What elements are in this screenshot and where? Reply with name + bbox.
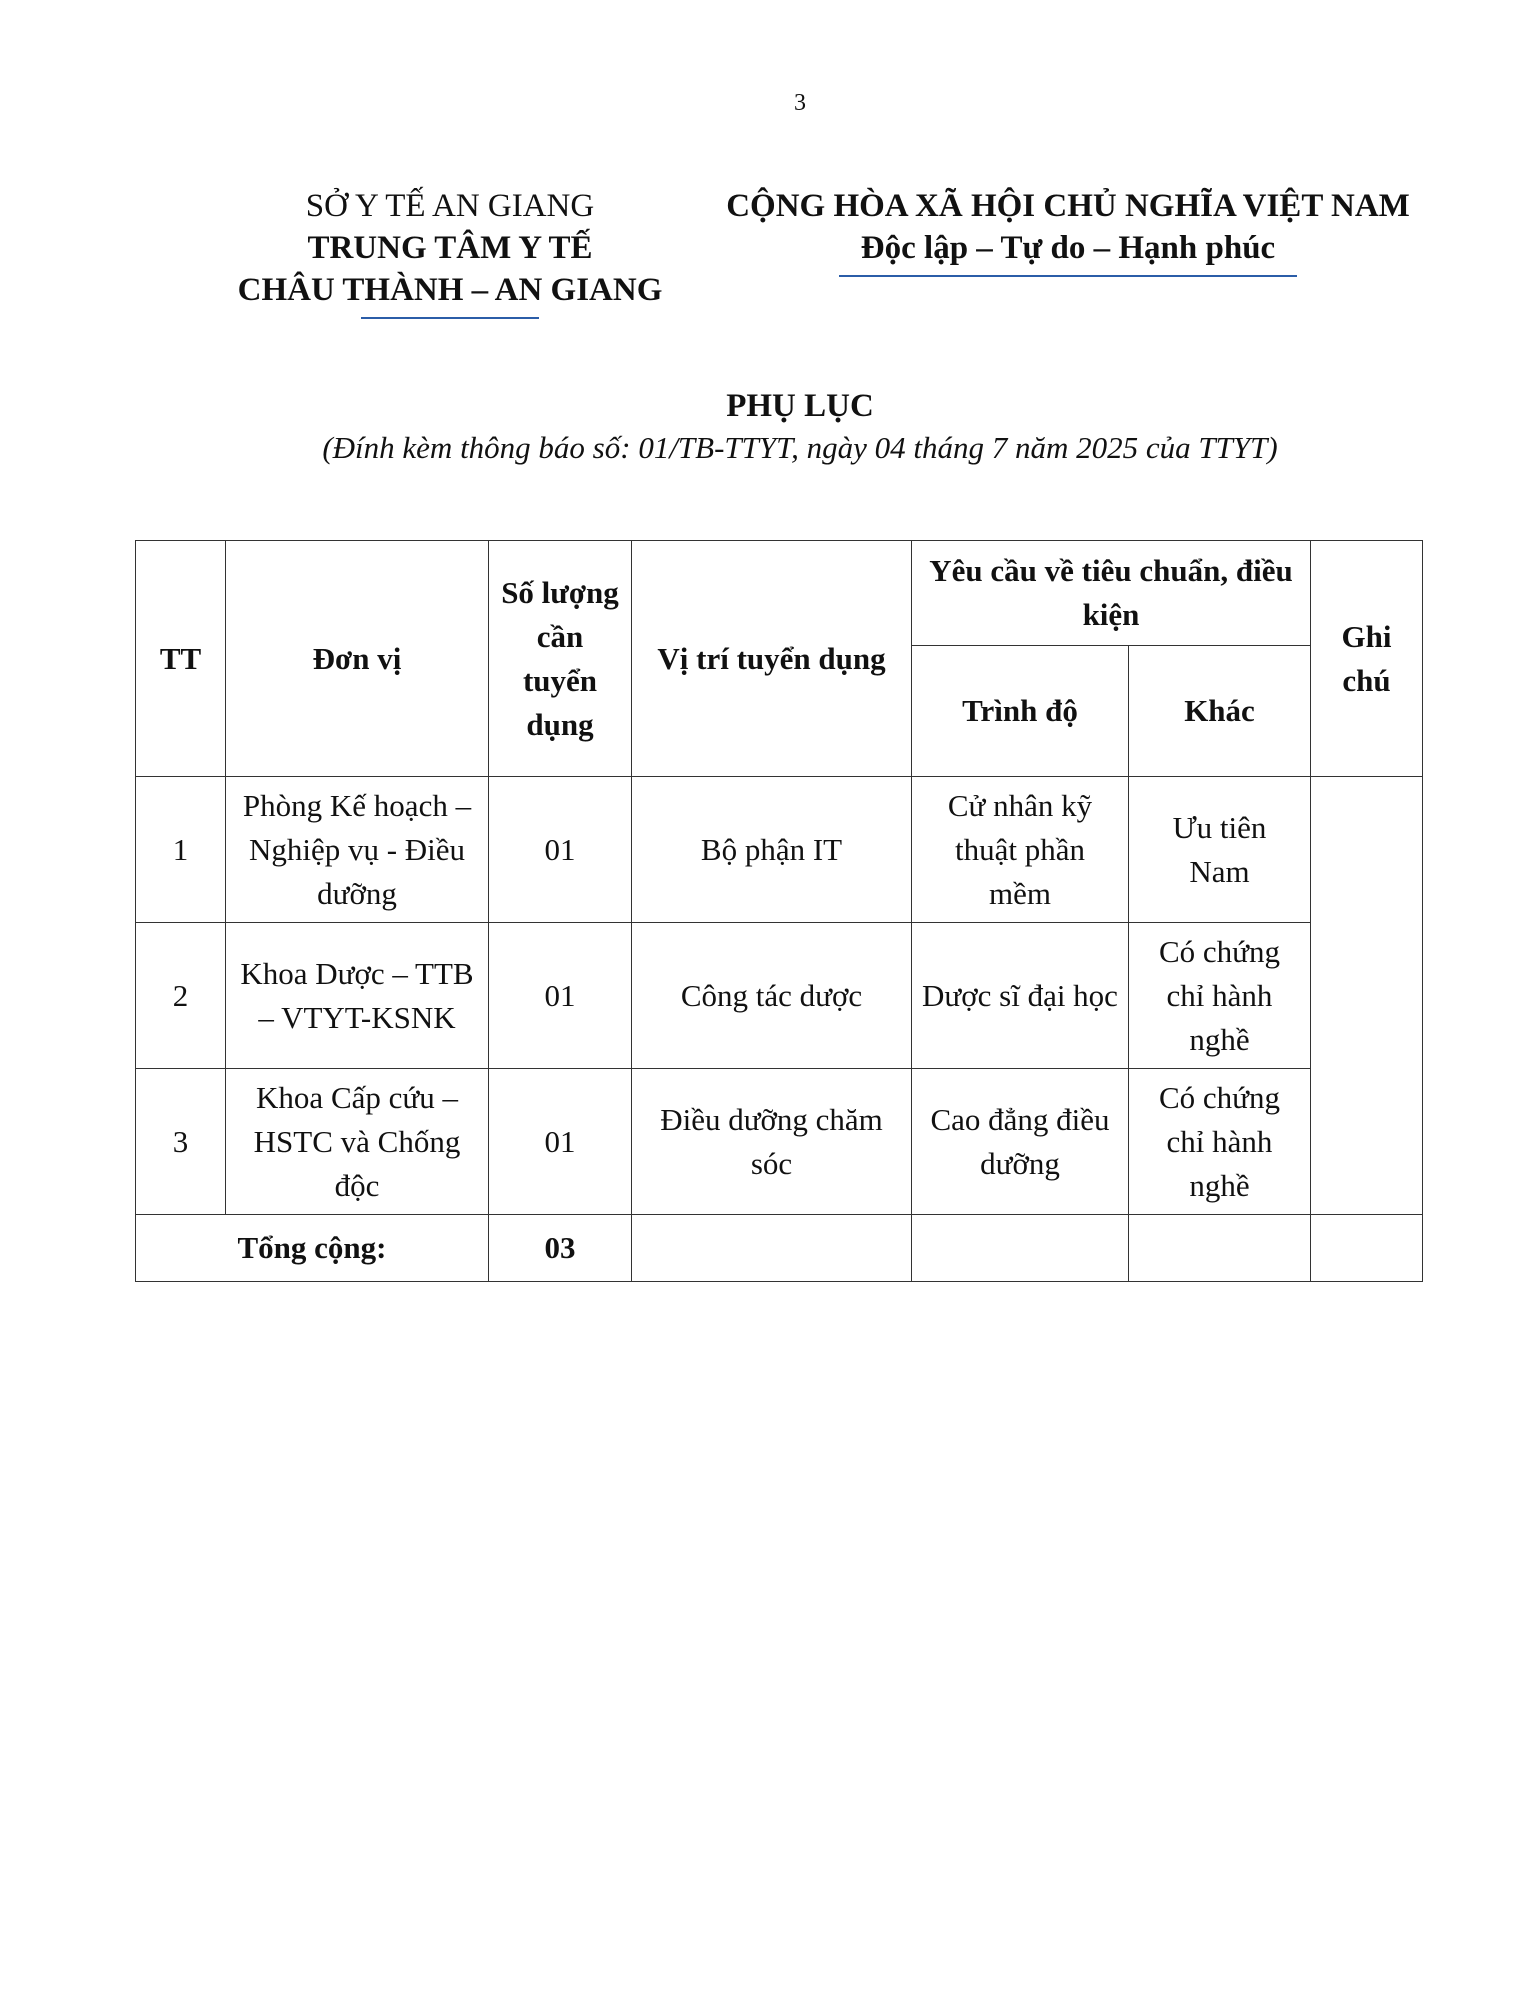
cell-khac: Ưu tiên Nam: [1129, 777, 1311, 923]
cell-don-vi: Khoa Dược – TTB – VTYT-KSNK: [226, 923, 489, 1069]
total-empty-cell: [632, 1215, 912, 1282]
cell-khac: Có chứng chỉ hành nghề: [1129, 923, 1311, 1069]
cell-trinh-do: Dược sĩ đại học: [912, 923, 1129, 1069]
cell-tt: 3: [136, 1069, 226, 1215]
document-title: PHỤ LỤC: [726, 388, 874, 424]
cell-trinh-do: Cử nhân kỹ thuật phần mềm: [912, 777, 1129, 923]
recruitment-table: [135, 540, 1423, 1282]
cell-ghi-chu: [1311, 777, 1423, 1215]
cell-vi-tri: Công tác dược: [632, 923, 912, 1069]
header-vi-tri: Vị trí tuyển dụng: [632, 541, 912, 777]
cell-vi-tri: Bộ phận IT: [632, 777, 912, 923]
cell-so-luong: 01: [489, 777, 632, 923]
cell-tt: 2: [136, 923, 226, 1069]
national-motto: Độc lập – Tự do – Hạnh phúc: [860, 230, 1276, 266]
agency-name-line2: CHÂU THÀNH – AN GIANG: [237, 272, 663, 308]
table-row: [136, 777, 1423, 923]
header-don-vi: Đơn vị: [226, 541, 489, 777]
cell-don-vi: Khoa Cấp cứu – HSTC và Chống độc: [226, 1069, 489, 1215]
cell-khac: Có chứng chỉ hành nghề: [1129, 1069, 1311, 1215]
cell-vi-tri: Điều dưỡng chăm sóc: [632, 1069, 912, 1215]
header-ghi-chu: Ghi chú: [1311, 541, 1423, 777]
document-subtitle: (Đính kèm thông báo số: 01/TB-TTYT, ngày 04 tháng 7 năm 2025 của TTYT): [322, 430, 1278, 465]
header-row: [136, 541, 1423, 646]
motto-underline: [839, 275, 1297, 277]
cell-so-luong: 01: [489, 923, 632, 1069]
header-so-luong: Số lượng cần tuyển dụng: [489, 541, 632, 777]
cell-trinh-do: Cao đẳng điều dưỡng: [912, 1069, 1129, 1215]
table-row: [136, 1069, 1423, 1215]
agency-parent: SỞ Y TẾ AN GIANG: [305, 188, 595, 224]
total-empty-cell: [1311, 1215, 1423, 1282]
national-header: [718, 185, 1418, 277]
agency-header: [210, 185, 690, 319]
header-tt: TT: [136, 541, 226, 777]
total-value: 03: [489, 1215, 632, 1282]
total-empty-cell: [912, 1215, 1129, 1282]
total-empty-cell: [1129, 1215, 1311, 1282]
total-label: Tổng cộng:: [136, 1215, 489, 1282]
agency-underline: [361, 317, 539, 319]
cell-tt: 1: [136, 777, 226, 923]
cell-don-vi: Phòng Kế hoạch – Nghiệp vụ - Điều dưỡng: [226, 777, 489, 923]
table-row: [136, 923, 1423, 1069]
header-yeu-cau: Yêu cầu về tiêu chuẩn, điều kiện: [912, 541, 1311, 646]
header-trinh-do: Trình độ: [912, 646, 1129, 777]
page-number: 3: [794, 90, 806, 116]
header-khac: Khác: [1129, 646, 1311, 777]
cell-so-luong: 01: [489, 1069, 632, 1215]
agency-name-line1: TRUNG TÂM Y TẾ: [307, 230, 593, 266]
national-title: CỘNG HÒA XÃ HỘI CHỦ NGHĨA VIỆT NAM: [726, 188, 1410, 224]
total-row: [136, 1215, 1423, 1282]
